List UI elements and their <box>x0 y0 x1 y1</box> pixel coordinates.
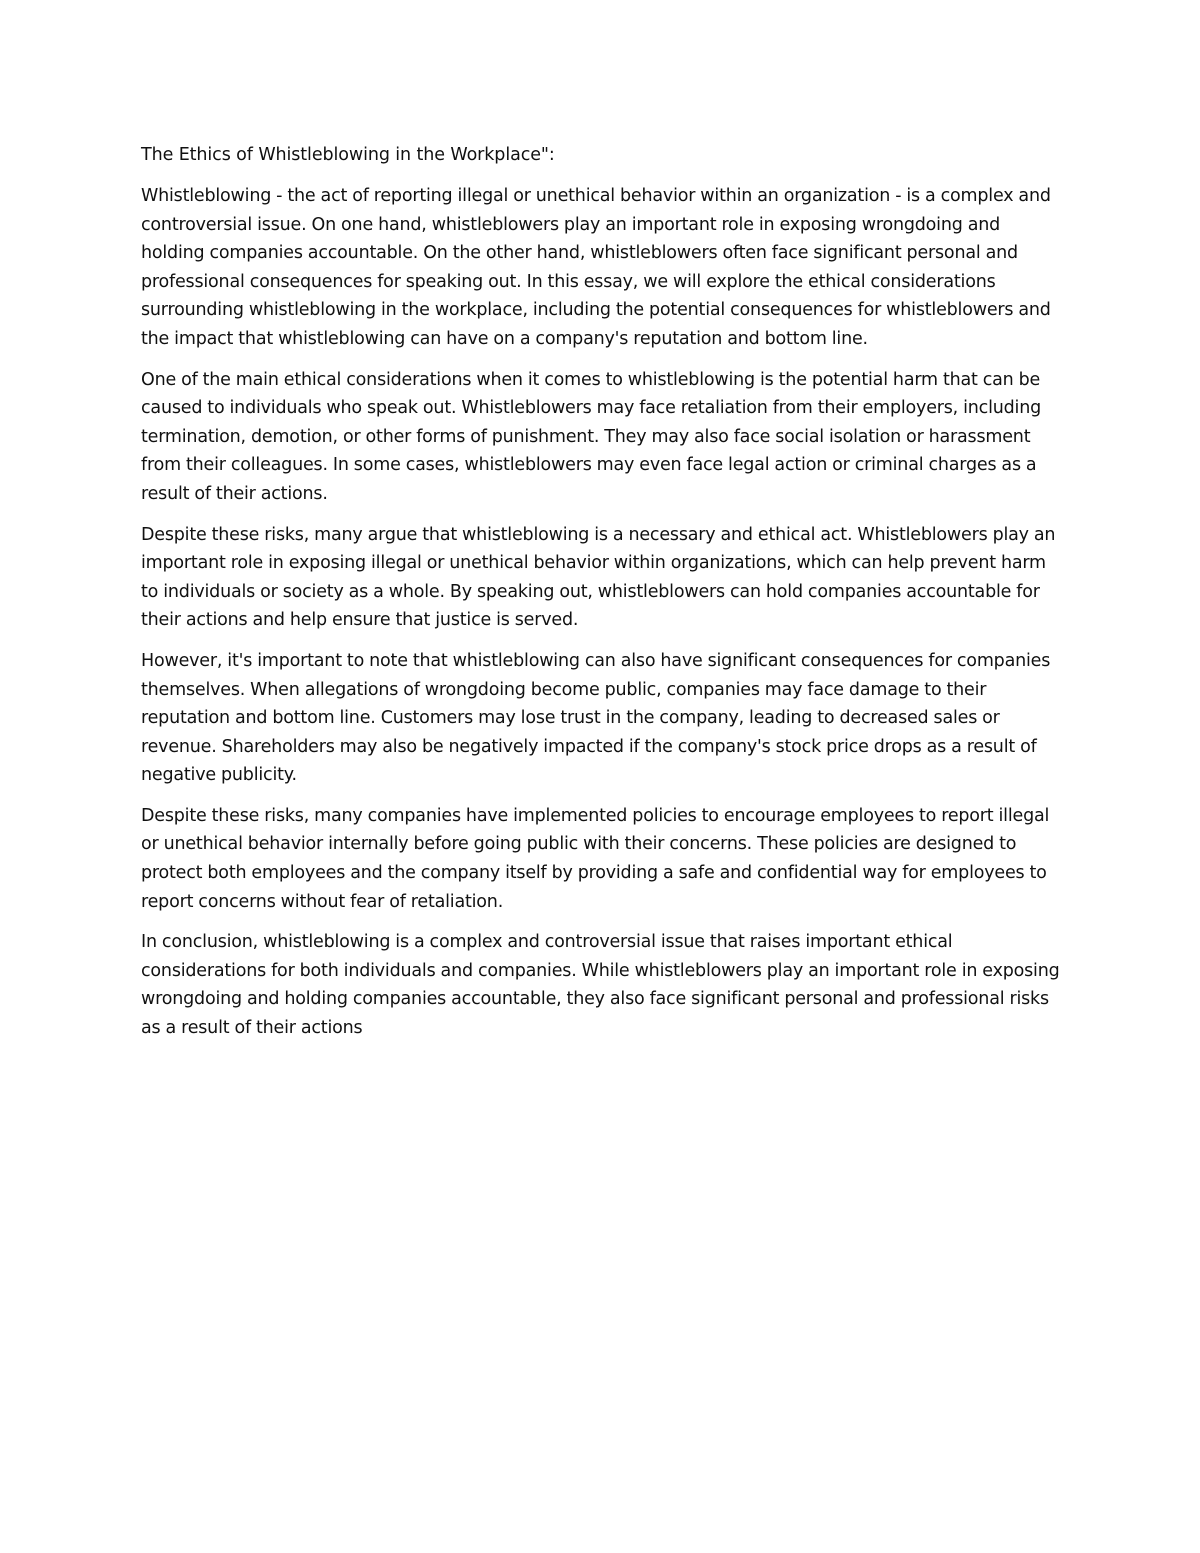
paragraph-introduction: Whistleblowing - the act of reporting illegal or unethical behavior within an organization - is a complex and controversial issue. On one hand, whistleblowers play an important role in exposing wrongdoing and holding companies accountable. On the other hand, whistleblowers often face significant personal and professional consequences for speaking out. In this essay, we will explore the ethical considerations surrounding whistleblowing in the workplace, including the potential consequences for whistleblowers and the impact that whistleblowing can have on a company's reputation and bottom line. <box>141 186 1051 349</box>
paragraph-harm-to-individuals: One of the main ethical considerations when it comes to whistleblowing is the potential harm that can be caused to individuals who speak out. Whistleblowers may face retaliation from their employers, including termination, demotion, or other forms of punishment. They may also face social isolation or harassment from their colleagues. In some cases, whistleblowers may even face legal action or criminal charges as a result of their actions. <box>141 369 1041 504</box>
paragraph-company-consequences: However, it's important to note that whistleblowing can also have significant consequences for companies themselves. When allegations of wrongdoing become public, companies may face damage to their reputation and bottom line. Customers may lose trust in the company, leading to decreased sales or revenue. Shareholders may also be negatively impacted if the company's stock price drops as a result of negative publicity. <box>141 650 1051 786</box>
paragraph-internal-policies: Despite these risks, many companies have implemented policies to encourage employees to report illegal or unethical behavior internally before going public with their concerns. These policies are designed to protect both employees and the company itself by providing a safe and confidential way for employees to report concerns without fear of retaliation. <box>141 805 1050 912</box>
document-title: The Ethics of Whistleblowing in the Workplace": <box>141 145 555 165</box>
document-body <box>141 141 1063 1055</box>
paragraph-conclusion: In conclusion, whistleblowing is a complex and controversial issue that raises important ethical considerations for both individuals and companies. While whistleblowers play an important role in exposing wrongdoing and holding companies accountable, they also face significant personal and professional risks as a result of their actions <box>141 932 1060 1039</box>
paragraph-necessary-act: Despite these risks, many argue that whistleblowing is a necessary and ethical act. Whistleblowers play an important role in exposing illegal or unethical behavior within organizations, which can help prevent harm to individuals or society as a whole. By speaking out, whistleblowers can hold companies accountable for their actions and help ensure that justice is served. <box>141 524 1056 631</box>
